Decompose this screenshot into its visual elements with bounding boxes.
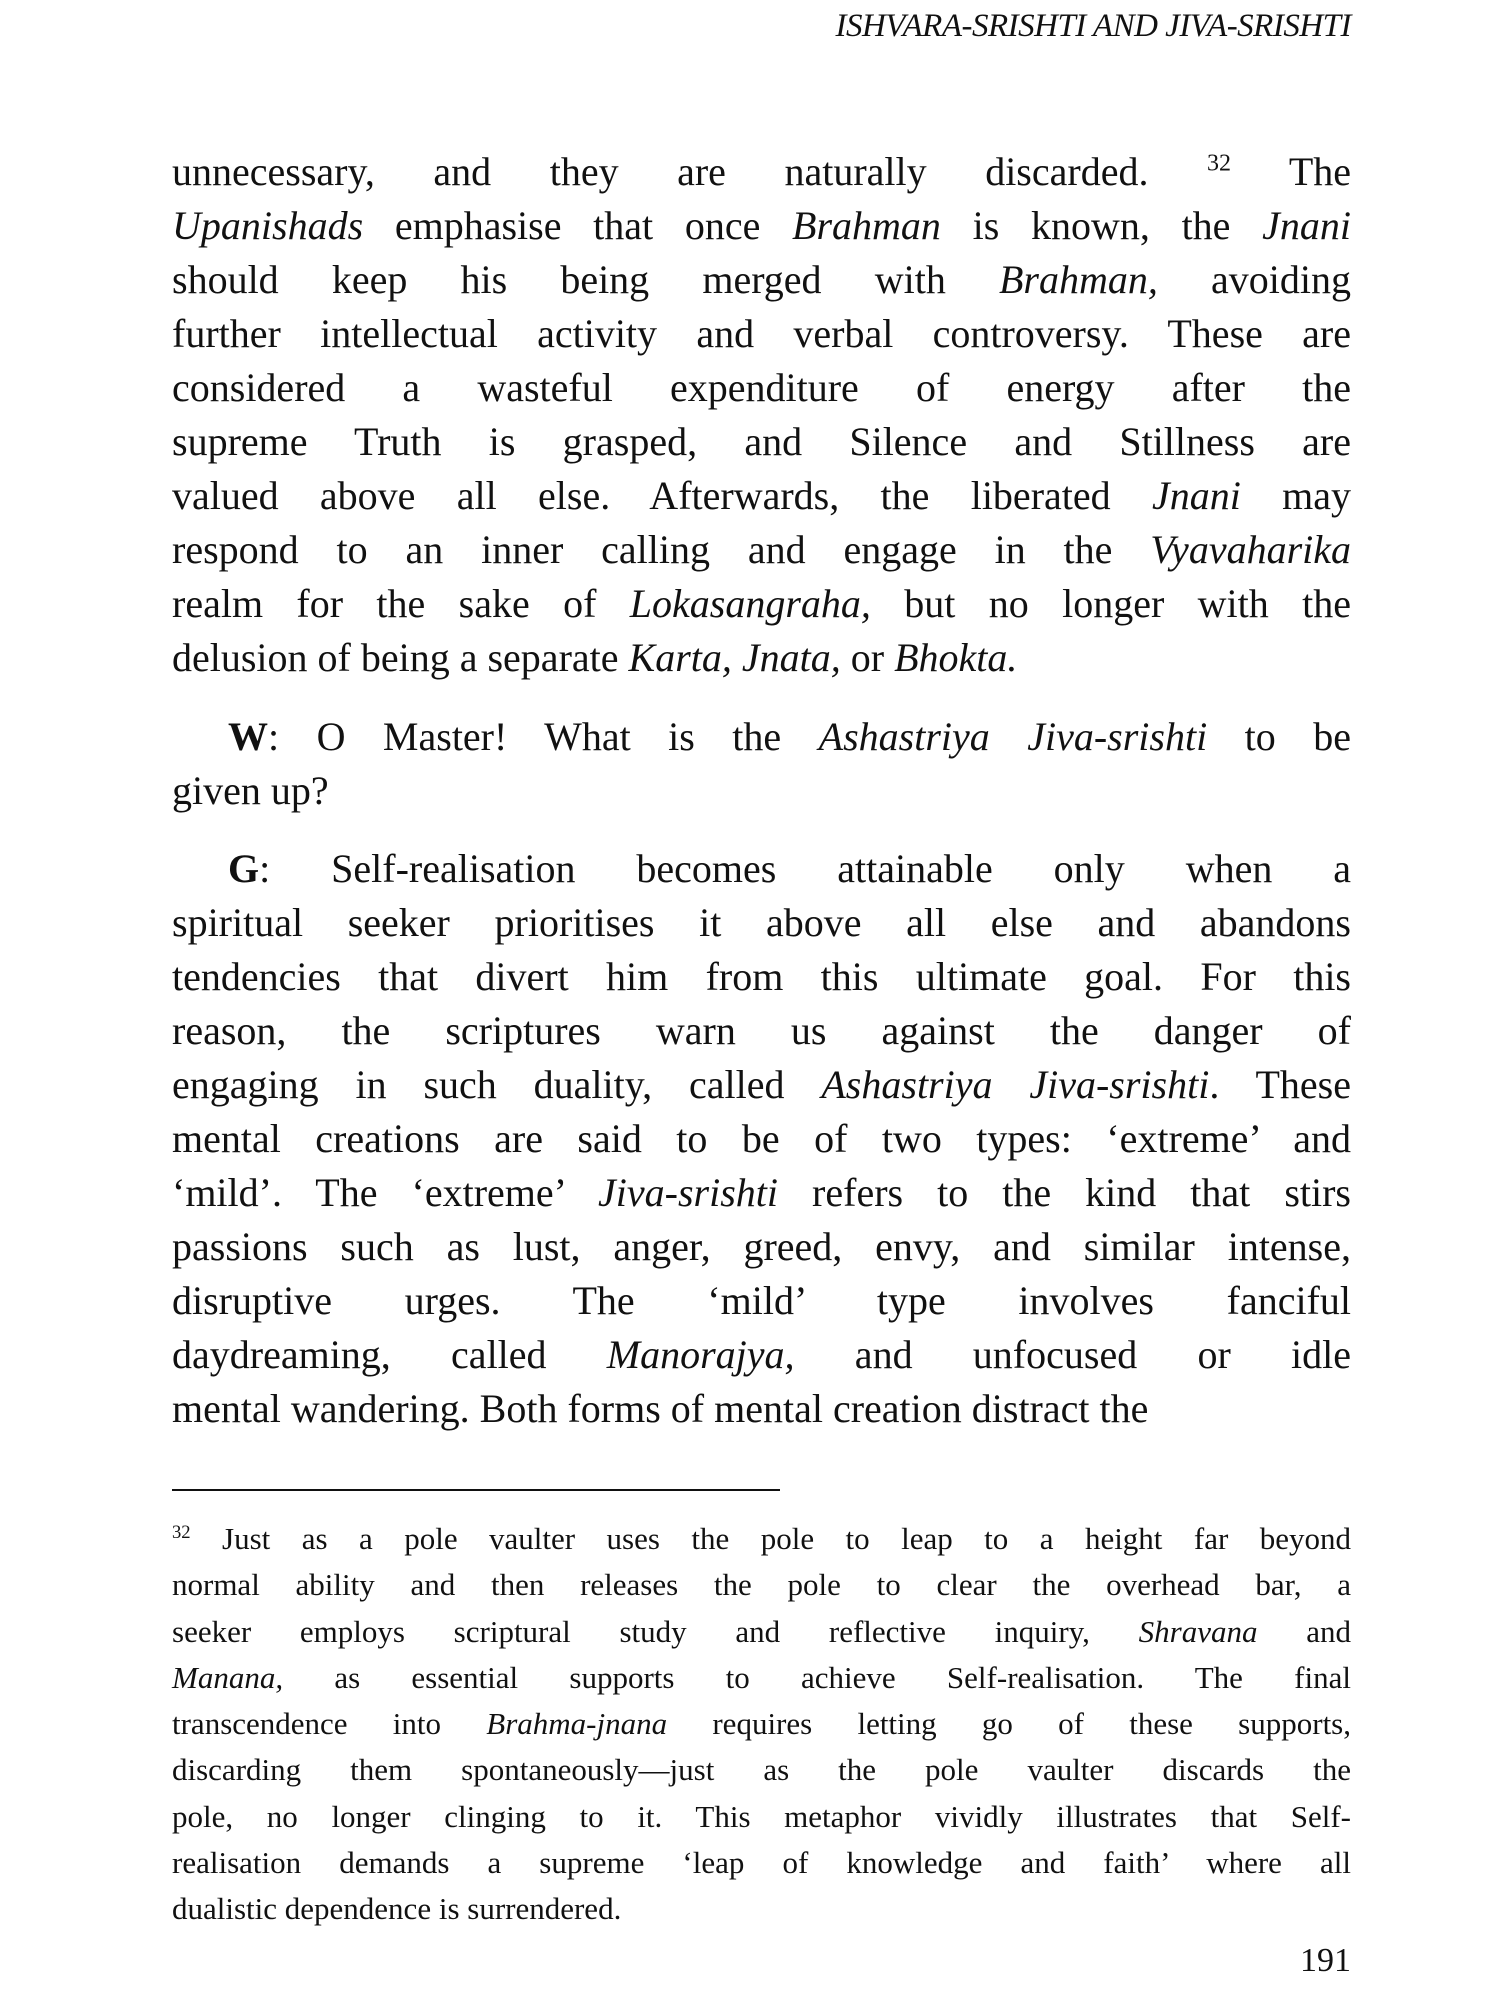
text-run: unnecessary, and they are naturally discarded. [172, 149, 1207, 194]
text-run: transcendence into [172, 1706, 487, 1742]
text-line [172, 145, 1351, 199]
text-run: Upanishads [172, 203, 364, 248]
text-run: considered a wasteful expenditure of energy after the [172, 365, 1351, 410]
text-run: Bhokta. [894, 635, 1018, 680]
text-line [172, 1166, 1351, 1220]
text-run: Ashastriya Jiva-srishti [818, 714, 1208, 759]
text-line [172, 1220, 1351, 1274]
text-line [172, 631, 1351, 685]
text-line [172, 1516, 1351, 1562]
footnote-ref: 32 [1207, 150, 1231, 177]
text-run: but no longer with the [870, 581, 1351, 626]
footnote [172, 1516, 1351, 1933]
text-run [172, 714, 228, 759]
text-line [172, 361, 1351, 415]
text-run: : O Master! What is the [268, 714, 819, 759]
paragraph-question [172, 710, 1351, 818]
text-run: delusion of being a separate [172, 635, 629, 680]
text-run: tendencies that divert him from this ultimate goal. For this [172, 954, 1351, 999]
text-run: Brahman [792, 203, 941, 248]
text-run: Brahma-jnana [486, 1706, 668, 1742]
text-line [172, 1004, 1351, 1058]
text-run: engaging in such duality, called [172, 1062, 822, 1107]
text-line [172, 896, 1351, 950]
text-run: supreme Truth is grasped, and Silence and Stillness are [172, 419, 1351, 464]
text-line [172, 842, 1351, 896]
text-run: Karta, Jnata, [628, 635, 841, 680]
text-line [172, 1382, 1351, 1436]
text-run: normal ability and then releases the pole to clear the overhead bar, a [172, 1567, 1351, 1603]
text-line [172, 1274, 1351, 1328]
text-run: valued above all else. Afterwards, the liberated [172, 473, 1152, 518]
text-run: : Self-realisation becomes attainable only when a [259, 846, 1351, 891]
text-run: Manorajya, [606, 1332, 795, 1377]
text-run: respond to an inner calling and engage in the [172, 527, 1151, 572]
text-run: Jnani [1151, 473, 1241, 518]
text-run: or [840, 635, 895, 680]
text-line [172, 1840, 1351, 1886]
text-run: mental creations are said to be of two types: ‘extreme’ and [172, 1116, 1351, 1161]
text-run: dualistic dependence is surrendered. [172, 1891, 622, 1927]
text-run: W [228, 714, 268, 759]
text-run: should keep his being merged with [172, 257, 999, 302]
text-run: . These [1209, 1062, 1351, 1107]
text-run: and [1257, 1613, 1351, 1649]
paragraph-1 [172, 145, 1351, 685]
text-line [172, 415, 1351, 469]
text-line [172, 1562, 1351, 1608]
text-line [172, 253, 1351, 307]
running-header: ISHVARA-SRISHTI AND JIVA-SRISHTI [835, 8, 1351, 44]
text-run: Ashastriya Jiva-srishti [821, 1062, 1210, 1107]
text-run: avoiding [1157, 257, 1351, 302]
text-run: passions such as lust, anger, greed, envy, and similar intense, [172, 1224, 1351, 1269]
text-run: emphasise that once [363, 203, 793, 248]
text-line [172, 764, 1351, 818]
text-run: Vyavaharika [1150, 527, 1351, 572]
text-line [172, 950, 1351, 1004]
text-line [172, 1609, 1351, 1655]
text-run [172, 846, 228, 891]
text-run: daydreaming, called [172, 1332, 607, 1377]
text-run: Manana, [172, 1659, 284, 1695]
text-run: Just as a pole vaulter uses the pole to leap to a height far beyond [190, 1521, 1351, 1556]
text-run: ‘mild’. The ‘extreme’ [172, 1170, 599, 1215]
text-line [172, 1655, 1351, 1701]
text-line [172, 199, 1351, 253]
text-run: further intellectual activity and verbal controversy. These are [172, 311, 1351, 356]
text-run: realm for the sake of [172, 581, 630, 626]
text-line [172, 1058, 1351, 1112]
text-run: is known, the [940, 203, 1263, 248]
text-run: Lokasangraha, [629, 581, 871, 626]
text-run: discarding them spontaneously—just as the pole vaulter discards the [172, 1752, 1351, 1788]
text-run: as essential supports to achieve Self-realisation. The final [283, 1659, 1351, 1695]
text-line [172, 577, 1351, 631]
text-run: The [1231, 149, 1352, 194]
text-run: pole, no longer clinging to it. This metaphor vividly illustrates that Self- [172, 1798, 1351, 1834]
text-run: and unfocused or idle [794, 1332, 1352, 1377]
text-line [172, 1794, 1351, 1840]
text-run: to be [1207, 714, 1352, 759]
text-run: G [228, 846, 260, 891]
text-run: Brahman, [998, 257, 1158, 302]
text-run: refers to the kind that stirs [778, 1170, 1351, 1215]
page-number: 191 [1300, 1942, 1351, 1979]
text-line [172, 1747, 1351, 1793]
text-line [172, 469, 1351, 523]
text-line [172, 1701, 1351, 1747]
text-run: Jnani [1262, 203, 1352, 248]
text-line [172, 1112, 1351, 1166]
text-run: spiritual seeker prioritises it above all else and abandons [172, 900, 1351, 945]
text-run: Shravana [1138, 1613, 1258, 1649]
footnote-ref: 32 [172, 1521, 191, 1543]
text-run: seeker employs scriptural study and reflective inquiry, [172, 1613, 1139, 1649]
text-line [172, 523, 1351, 577]
text-line [172, 710, 1351, 764]
text-line [172, 307, 1351, 361]
text-line [172, 1886, 1351, 1932]
text-line [172, 1328, 1351, 1382]
footnote-divider [172, 1489, 780, 1491]
text-run: realisation demands a supreme ‘leap of knowledge and faith’ where all [172, 1845, 1351, 1881]
paragraph-answer [172, 842, 1351, 1436]
text-run: Jiva-srishti [598, 1170, 779, 1215]
text-run: disruptive urges. The ‘mild’ type involves fanciful [172, 1278, 1351, 1323]
text-run: requires letting go of these supports, [667, 1706, 1351, 1742]
text-run: given up? [172, 768, 329, 813]
text-run: reason, the scriptures warn us against the danger of [172, 1008, 1351, 1053]
text-run: mental wandering. Both forms of mental creation distract the [172, 1386, 1149, 1431]
text-run: may [1240, 473, 1351, 518]
